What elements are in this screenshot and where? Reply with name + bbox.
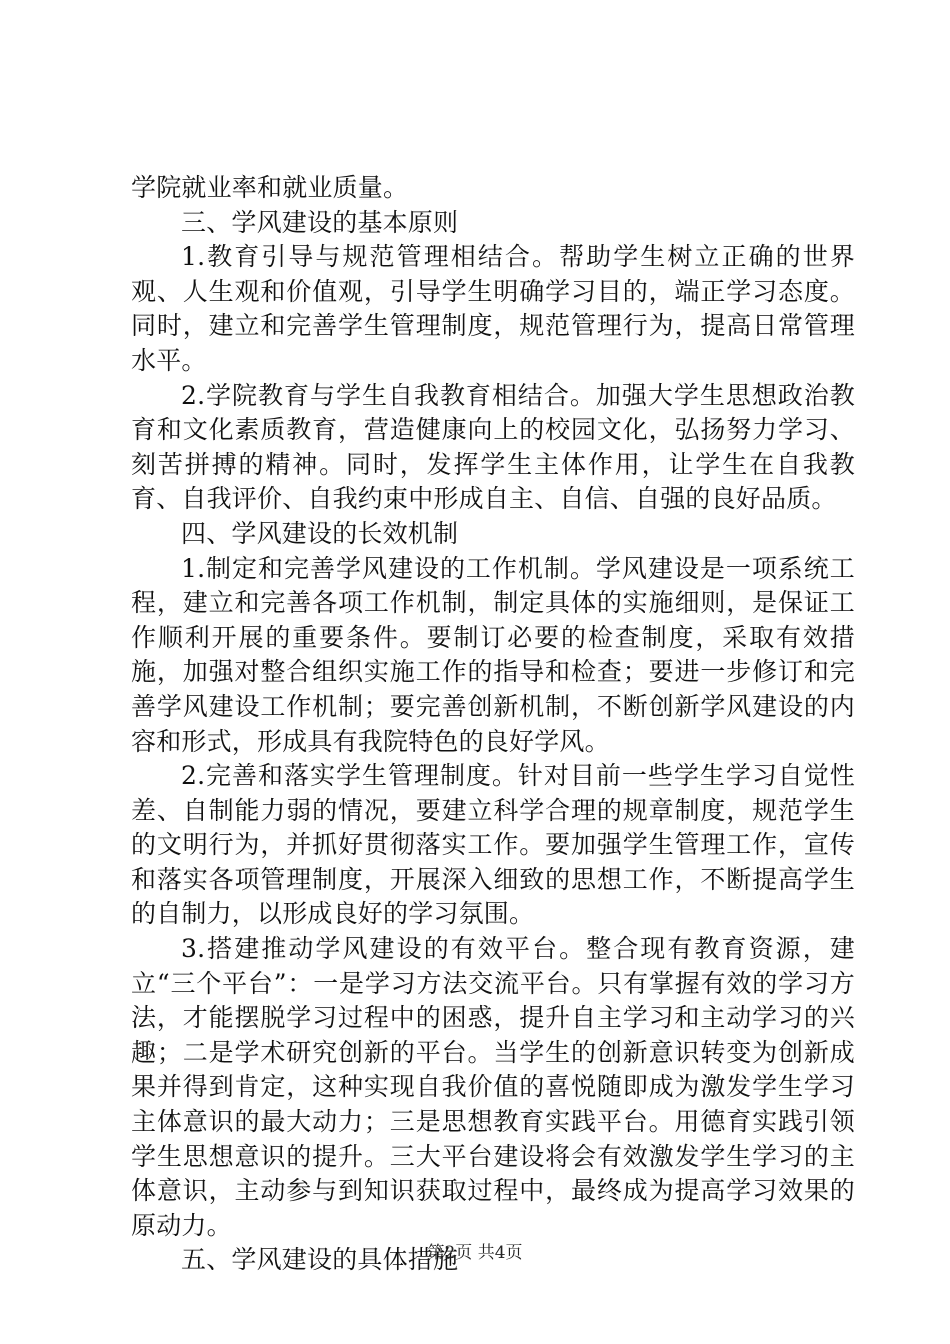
paragraph-mechanism-2: 2.完善和落实学生管理制度。针对目前一些学生学习自觉性差、自制能力弱的情况，要建立科学合理的规章制度，规范学生的文明行为，并抓好贯彻落实工作。要加强学生管理工作，宣传和落实各项管理制度，开展深入细致的思想工作，不断提高学生的自制力，以形成良好的学习氛围。 xyxy=(131,761,855,929)
section-heading-measures: 五、学风建设的具体措施 xyxy=(181,1245,459,1275)
paragraph-principle-2: 2.学院教育与学生自我教育相结合。加强大学生思想政治教育和文化素质教育，营造健康向上的校园文化，弘扬努力学习、刻苦拼搏的精神。同时，发挥学生主体作用，让学生在自我教育、自我评价、自我约束中形成自主、自信、自强的良好品质。 xyxy=(131,380,855,514)
section-heading-principles: 三、学风建设的基本原则 xyxy=(181,207,459,237)
section-heading-mechanism: 四、学风建设的长效机制 xyxy=(181,518,459,548)
paragraph-principle-1: 1.教育引导与规范管理相结合。帮助学生树立正确的世界观、人生观和价值观，引导学生明确学习目的，端正学习态度。同时，建立和完善学生管理制度，规范管理行为，提高日常管理水平。 xyxy=(131,242,855,375)
page-number-label: 第2页 共4页 xyxy=(427,1243,523,1263)
paragraph-continuation: 学院就业率和就业质量。 xyxy=(131,173,409,202)
paragraph-mechanism-3: 3.搭建推动学风建设的有效平台。整合现有教育资源，建立“三个平台”：一是学习方法交流平台。只有掌握有效的学习方法，才能摆脱学习过程中的困惑，提升自主学习和主动学习的兴趣；二是学术研究创新的平台。当学生的创新意识转变为创新成果并得到肯定，这种实现自我价值的喜悦随即成为激发学生学习主体意识的最大动力；三是思想教育实践平台。用德育实践引领学生思想意识的提升。三大平台建设将会有效激发学生学习的主体意识，主动参与到知识获取过程中，最终成为提高学习效果的原动力。 xyxy=(131,934,855,1240)
page-footer xyxy=(0,1242,950,1264)
paragraph-mechanism-1: 1.制定和完善学风建设的工作机制。学风建设是一项系统工程，建立和完善各项工作机制，制定具体的实施细则，是保证工作顺利开展的重要条件。要制订必要的检查制度，采取有效措施，加强对整合组织实施工作的指导和检查；要进一步修订和完善学风建设工作机制；要完善创新机制，不断创新学风建设的内容和形式，形成具有我院特色的良好学风。 xyxy=(131,553,855,756)
document-body xyxy=(131,171,855,1278)
